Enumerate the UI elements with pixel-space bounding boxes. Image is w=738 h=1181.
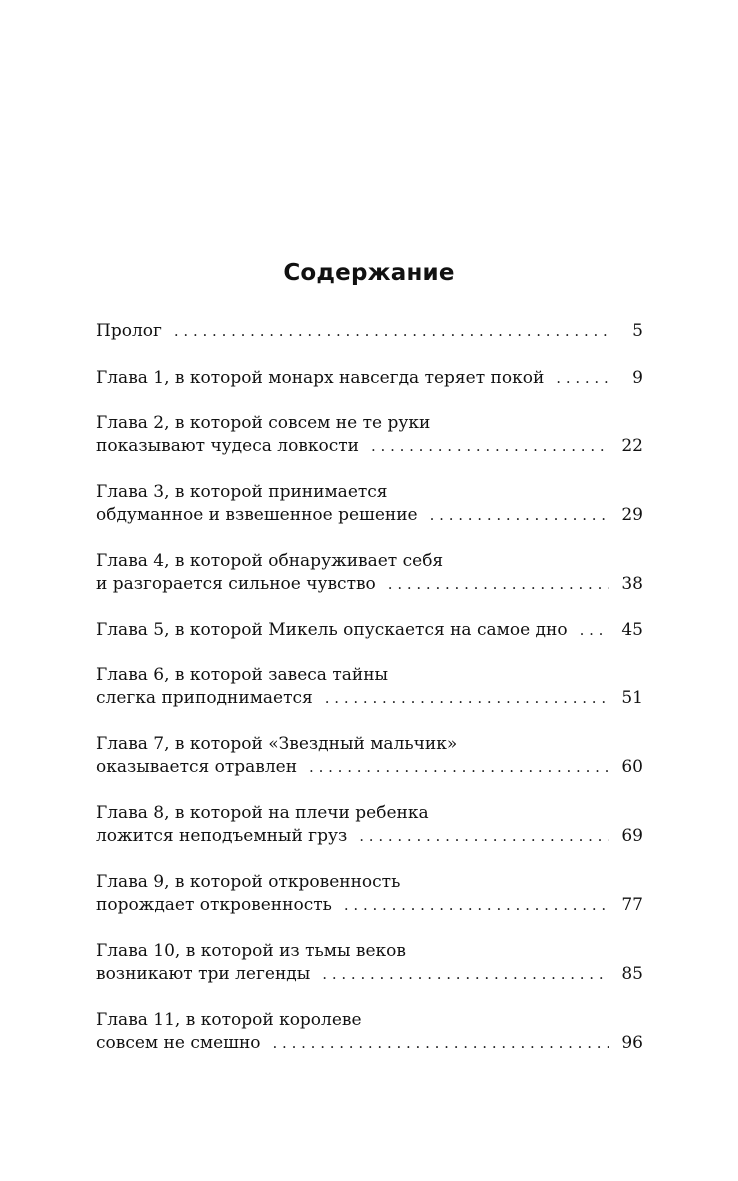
toc-entry-title-line-2: оказывается отравлен xyxy=(96,757,298,777)
toc-entry-chapter-9[interactable] xyxy=(96,871,643,916)
toc-entry-title-line-2: порождает откровенность xyxy=(96,895,332,915)
toc-entry-title-line-2: показывают чудеса ловкости xyxy=(96,436,359,456)
toc-page-number: 29 xyxy=(621,505,643,525)
toc-entry-title-line-1: Глава 6, в которой завеса тайны xyxy=(96,665,389,685)
toc-entry-title: Глава 5, в которой Микель опускается на самое дно xyxy=(96,620,568,640)
toc-entry-title-line-1: Глава 9, в которой откровенность xyxy=(96,872,401,892)
dot-leader xyxy=(325,687,610,709)
toc-entry-title-line-2: ложится неподъемный груз xyxy=(96,826,348,846)
toc-page-number: 22 xyxy=(621,436,643,456)
dot-leader xyxy=(322,963,609,985)
dot-leader xyxy=(273,1032,610,1054)
toc-entry-title-line-1: Глава 10, в которой из тьмы веков xyxy=(96,941,406,961)
toc-entry-chapter-11[interactable] xyxy=(96,1009,643,1054)
toc-entry-title-line-1: Глава 2, в которой совсем не те руки xyxy=(96,413,431,433)
toc-entry-chapter-5[interactable] xyxy=(96,619,643,641)
toc-page-number: 38 xyxy=(621,574,643,594)
toc-entry-title-line-1: Глава 11, в которой королеве xyxy=(96,1010,362,1030)
dot-leader xyxy=(174,320,613,342)
dot-leader xyxy=(388,573,610,595)
toc-entry-chapter-3[interactable] xyxy=(96,481,643,526)
toc-entry-chapter-8[interactable] xyxy=(96,802,643,847)
toc-page-number: 77 xyxy=(621,895,643,915)
toc-entry-title: Глава 1, в которой монарх навсегда теряет покой xyxy=(96,368,545,388)
toc-page-number: 69 xyxy=(621,826,643,846)
dot-leader xyxy=(371,435,609,457)
toc-page-number: 51 xyxy=(621,688,643,708)
toc-entry-title-line-1: Глава 4, в которой обнаруживает себя xyxy=(96,551,444,571)
toc-entry-chapter-4[interactable] xyxy=(96,550,643,595)
toc-entry-title-line-2: и разгорается сильное чувство xyxy=(96,574,376,594)
dot-leader xyxy=(556,367,613,389)
toc-entry-title-line-1: Глава 7, в которой «Звездный мальчик» xyxy=(96,734,458,754)
toc-entry-title-line-2: слегка приподнимается xyxy=(96,688,313,708)
dot-leader xyxy=(359,825,609,847)
dot-leader xyxy=(580,619,610,641)
toc-entry-prologue[interactable] xyxy=(96,320,643,342)
toc-page-number: 9 xyxy=(632,368,643,388)
toc-entry-chapter-10[interactable] xyxy=(96,940,643,985)
toc-entry-chapter-2[interactable] xyxy=(96,412,643,457)
toc-page-number: 96 xyxy=(621,1033,643,1053)
toc-page-number: 60 xyxy=(621,757,643,777)
toc-page-number: 85 xyxy=(621,964,643,984)
toc-entry-title-line-2: обдуманное и взвешенное решение xyxy=(96,505,418,525)
toc-page-number: 45 xyxy=(621,620,643,640)
page-title: Содержание xyxy=(283,260,455,286)
toc-entry-chapter-6[interactable] xyxy=(96,664,643,709)
toc-entry-chapter-1[interactable] xyxy=(96,367,643,389)
dot-leader xyxy=(344,894,609,916)
dot-leader xyxy=(430,504,610,526)
toc-page-number: 5 xyxy=(632,321,643,341)
toc-entry-title-line-1: Глава 3, в которой принимается xyxy=(96,482,388,502)
toc-entry-title-line-2: возникают три легенды xyxy=(96,964,311,984)
toc-entry-title: Пролог xyxy=(96,321,162,341)
toc-entry-title-line-1: Глава 8, в которой на плечи ребенка xyxy=(96,803,429,823)
toc-entry-chapter-7[interactable] xyxy=(96,733,643,778)
dot-leader xyxy=(309,756,609,778)
toc-entry-title-line-2: совсем не смешно xyxy=(96,1033,261,1053)
